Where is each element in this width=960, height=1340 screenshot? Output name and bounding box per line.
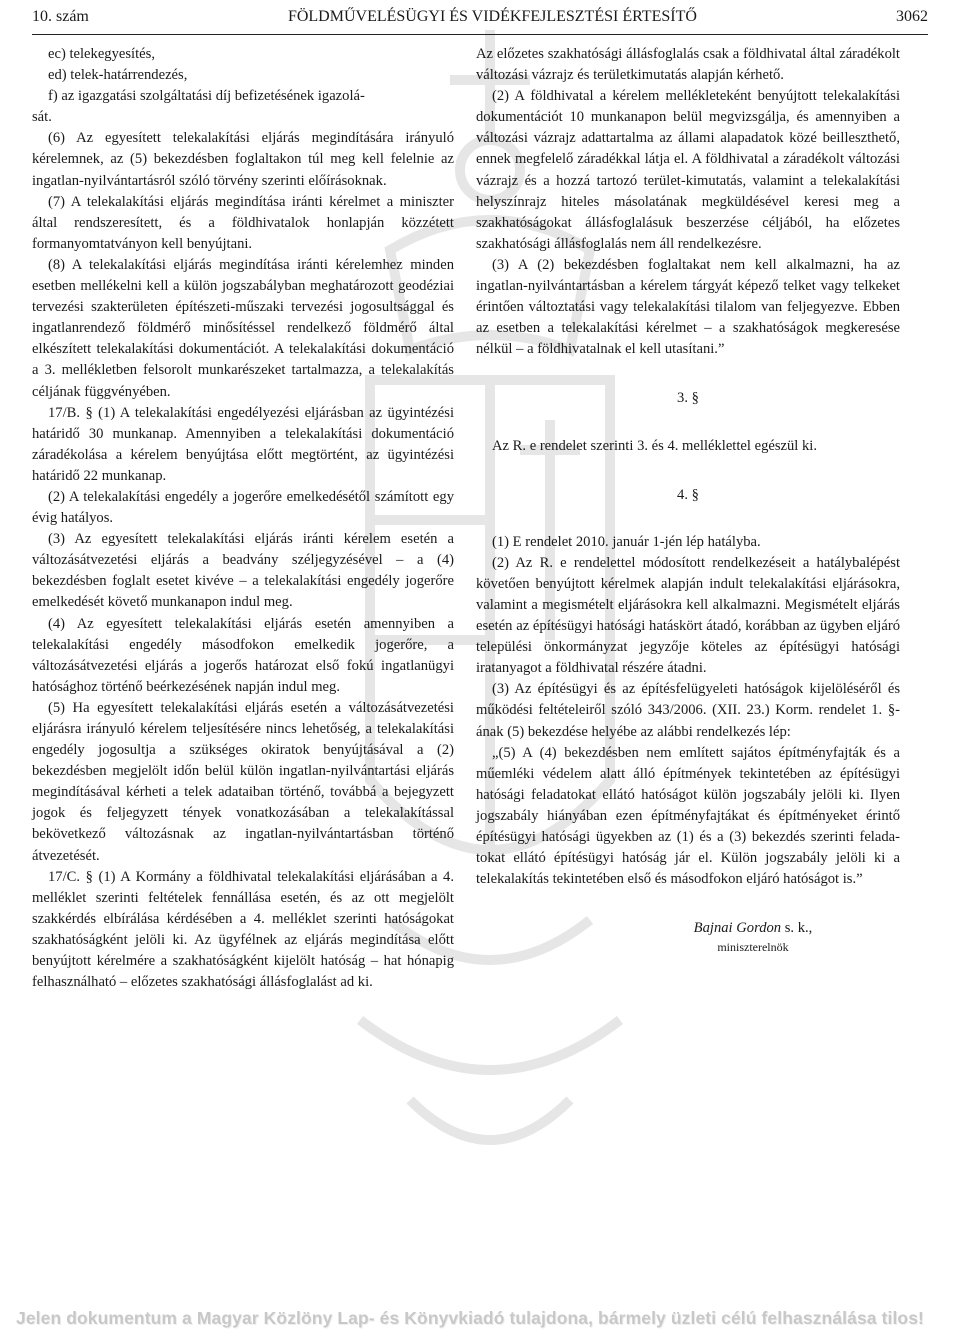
paragraph-8: (8) A telekalakítási eljárás megindítása iránti kérelemhez minden esetben mellékelni kell a külön jogszabályban meghatározott geodéziai tervezési szakterületen építészeti-műszaki tervezési jogosultsággal és ingatlanrendező földmérő minősítéssel rendelkező földmérő által elkészített telekalakítási dokumentációt. A telekalakítási dokumentáció a 3. mellékletben felsorolt munkarészeket tartalmazza, a telekalakítás céljának függvényében. <box>32 256 454 400</box>
signature <box>476 918 900 939</box>
section-4-quoted-amendment: „(5) A (4) bekezdésben nem említett sajátos építményfajták és a műemléki védelem alatt álló építmények tekintetében az építésügyi hatósági feladatokat ellátó hatóságot külön jogszabály jelöli ki. Ilyen jogszabály hiányában ezen építményfajtákat és építményeket érintő építésügyi hatósági ügyekben az (1) és a (3) bekezdés szerinti feladatokat ellátó építésügyi hatóság jár el. Külön jogszabály jelöli ki a telekalakítás tekintetében első és másodfokon eljáró hatóságot is.” <box>476 744 900 888</box>
section-17b-4: (4) Az egyesített telekalakítási eljárás esetén amennyiben a telekalakítási engedély másodfokon emelkedik jogerőre, a változásátvezetési eljárás a jogerős határozat első fokú ingatlanügyi hatósághoz történő beérkezésének napján indul meg. <box>32 615 454 695</box>
section-17c-3: (3) A (2) bekezdésben foglaltakat nem kell alkalmazni, ha az ingatlan-nyilvántartásban a kérelem tárgyát képező telket vagy telkeket érintően változtatási vagy telekalakítási tilalom van feljegyezve. Ebben az esetben a telekalakítási kérelmet – a szakhatóságok megkeresése nélkül – a földhivatalnak el kell utasítani.” <box>476 256 900 358</box>
section-4-3: (3) Az építésügyi és az építésfelügyeleti hatóságok kijelöléséről és működési feltételeiről szóló 343/2006. (XII. 23.) Korm. rendelet 1. §-ának (5) bekezdése helyébe az alábbi rendelkezés lép: <box>476 681 900 740</box>
signatory-title: miniszterelnök <box>717 940 789 955</box>
paragraph-6: (6) Az egyesített telekalakítási eljárás megindítására irányuló kérelemnek, az (5) bekezdésben foglaltakon túl meg kell felelnie az ingatlan-nyilvántartásról szóló törvény szerinti előírásoknak. <box>32 130 454 189</box>
list-item-ed: ed) telek-határrendezés, <box>48 67 188 84</box>
right-column <box>476 44 900 958</box>
section-17b-1: 17/B. § (1) A telekalakítási engedélyezési eljárásban az ügyintézési határidő 30 munkanap. Amennyiben a telekalakítási dokumentáció záradékolása a kérelem benyújtása előtt megtörtént, az ügyintézési határidő 22 munkanap. <box>32 404 454 484</box>
section-17c-1: 17/C. § (1) A Kormány a földhivatal telekalakítási eljárásában a 4. melléklet szerinti feltételek fennállása esetén, és az ott megjelölt szakkérdés elbírálása kérdésében a 4. melléklet szerinti hatóságokat szakhatóságként jelöli ki. Az ügyfélnek az eljárás megindítása előtt benyújtott kérelmére a szakhatóságként kijelölt hatóság – hat hónapig felhasználható – előzetes szakhatósági állásfoglalást ad ki. <box>32 868 454 991</box>
list-item-ec: ec) telekegyesítés, <box>48 46 155 62</box>
section-heading-3: 3. § <box>677 390 699 407</box>
issue-number: 10. szám <box>32 8 89 25</box>
section-3-text: Az R. e rendelet szerinti 3. és 4. melléklettel egészül ki. <box>492 437 818 454</box>
section-17c-2: (2) A földhivatal a kérelem mellékleteként benyújtott telekalakítási dokumentációt 10 munkanapon belül megvizsgálja, és amennyiben a változási vázrajz adattartalma az állami alapadatok közé beilleszthető, ennek megfelelő záradékkal látja el. A földhivatal a záradékolt változási vázrajz és a hozzá tartozó terület-kimutatás, valamint a telekalakítási helyszínrajz hiteles másolatának megküldésével keresi meg a szakhatóságokat állásfoglalásuk beszerzése céljából, ha előzetes szakhatósági állásfoglalás nem áll rendelkezésre. <box>476 88 900 252</box>
list-item-f: f) az igazgatási szolgáltatási díj befizetésének igazolá- <box>48 88 365 105</box>
section-4-1: (1) E rendelet 2010. január 1-jén lép hatályba. <box>492 533 761 550</box>
page-header <box>32 8 928 32</box>
section-17b-3: (3) Az egyesített telekalakítási eljárás iránti kérelem esetén a változásátvezetési eljárás a beadvány széljegyzésével – a (4) bekezdésben foglalt esetet kivéve – a telekalakítási engedély jogerőre emelkedését követő munkanapon indul meg. <box>32 531 454 611</box>
section-17b-2: (2) A telekalakítási engedély a jogerőre emelkedésétől számított egy évig hatályos. <box>32 488 454 527</box>
paragraph-7: (7) A telekalakítási eljárás megindítása iránti kérelmet a miniszter által rendszeresített, és a földhivatalok honlapján közzétett formanyomtatványon kell benyújtani. <box>32 193 454 252</box>
page-number: 3062 <box>895 8 928 25</box>
section-heading-4: 4. § <box>677 486 699 503</box>
section-17b-5: (5) Ha egyesített telekalakítási eljárás esetén a változásátvezetési eljárásra irányuló kérelem teljesítésére nincs lehetőség, a telekalakítási engedély jogosultja a szükséges okiratok benyújtásával a (2) bekezdésben megjelölt időn belül külön ingatlan-nyilvántartási eljárás megindításával kérheti a telek adataiban történő, továbbá a bejegyzett jogok és feljegyzett tények vonatkozásában a telekalakítással bekövetkező változásnak az ingatlan-nyilvántartásban történő átvezetését. <box>32 699 454 864</box>
journal-title: FÖLDMŰVELÉSÜGYI ÉS VIDÉKFEJLESZTÉSI ÉRTESÍTŐ <box>287 8 697 25</box>
section-17c-1-continued: Az előzetes szakhatósági állásfoglalás csak a földhivatal által záradékolt változási vázrajz és területkimutatás alapján kérhető. <box>476 46 900 84</box>
section-4-2: (2) Az R. e rendelettel módosított rendelkezéseit a hatálybalépést követően benyújtott kérelmek alapján indult telekalakítási eljárásokra, valamint a megismételt eljárásokra kell alkalmazni. Megismételt eljárás esetén az építésügyi hatósági hatáskört átadó, korábban az ügyben eljáró települési önkormányzat jegyzője köteles az építésügyi hatósági iratanyagot a földhivatal részére átadni. <box>476 554 900 677</box>
header-divider <box>32 34 928 35</box>
signatory-name: Bajnai Gordon <box>693 920 782 937</box>
left-column <box>32 44 454 993</box>
footer-copyright-notice: Jelen dokumentum a Magyar Közlöny Lap- és Könyvkiadó tulajdona, bármely üzleti célú felhasználása tilos! <box>16 1308 924 1328</box>
signatory-suffix: s. k., <box>781 920 813 937</box>
list-item-f-continued: sát. <box>32 109 52 126</box>
